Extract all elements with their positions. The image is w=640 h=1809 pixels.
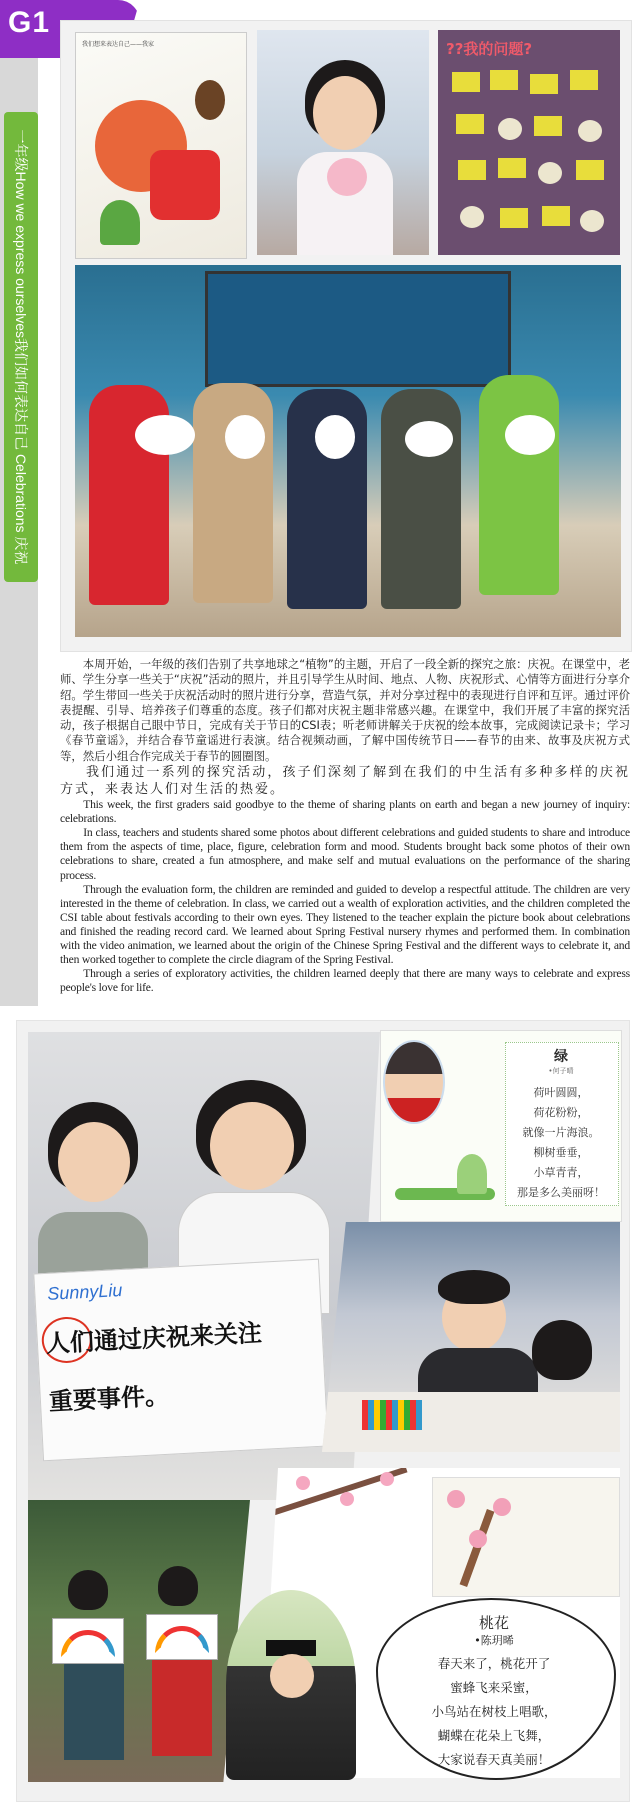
- paper-plate: [505, 415, 555, 455]
- boy-hair: [532, 1320, 592, 1380]
- rainbow-kids-photo: [28, 1500, 250, 1782]
- tree-drawing: [100, 200, 140, 245]
- board-title: ??我的问题?: [446, 40, 533, 58]
- question-board-photo: [438, 30, 620, 255]
- paper-leaf: [538, 162, 562, 184]
- paper-plate: [405, 421, 453, 457]
- sticky-note: [452, 72, 480, 92]
- poem-peach-line: 蜜蜂飞来采蜜，: [450, 1680, 538, 1695]
- graduation-boy-photo: [226, 1590, 356, 1780]
- sticky-note: [498, 158, 526, 178]
- tree-trunk: [460, 1509, 495, 1587]
- flower: [469, 1530, 487, 1548]
- paper-leaf: [460, 206, 484, 228]
- classroom-drawing-photo: [322, 1222, 620, 1452]
- peach-tree-drawing: [432, 1477, 620, 1597]
- student-green-coat: [479, 375, 559, 595]
- girl-face: [313, 76, 377, 150]
- sticky-note: [570, 70, 598, 90]
- poem-green-line: 荷叶圆圆，: [533, 1086, 589, 1099]
- girl2-face: [210, 1102, 294, 1190]
- sticky-note: [490, 70, 518, 90]
- poem-green-line: 小草青青，: [533, 1166, 589, 1179]
- unit-tab-label: 一年级How we express ourselves我们如何表达自己 Celebrations 庆祝: [13, 129, 29, 565]
- cn-emphasis-paragraph: 我们通过一系列的探究活动，孩子们深刻了解到在我们的中生活有多种多样的庆祝方式，来表达人们对生活的热爱。: [60, 765, 630, 798]
- flower: [493, 1498, 511, 1516]
- girl-hair: [158, 1566, 198, 1606]
- sticky-note: [542, 206, 570, 226]
- sticky-note: [530, 74, 558, 94]
- sign-line-2: 重要事件。: [48, 1381, 170, 1416]
- marker-set: [362, 1400, 422, 1430]
- sticky-note: [500, 208, 528, 228]
- willow-doodle: [457, 1154, 487, 1194]
- paper-leaf: [580, 210, 604, 232]
- doll-drawing: [195, 80, 225, 120]
- sign-name: SunnyLiu: [46, 1279, 123, 1304]
- poem-green-portrait: [383, 1040, 445, 1124]
- poem-peach-author: •陈玥晞: [474, 1634, 514, 1647]
- poem-green-line: 就像一片海浪。: [522, 1126, 600, 1139]
- girl1-face: [58, 1122, 130, 1202]
- creature-drawing: [150, 150, 220, 220]
- teacher-hair: [438, 1270, 510, 1304]
- grade-badge-label: G1: [8, 6, 51, 39]
- classroom-screen: [205, 271, 511, 387]
- student-beige-coat: [193, 383, 273, 603]
- drawing-header: 我们想来表达自己——我家: [82, 41, 155, 48]
- paper-leaf: [578, 120, 602, 142]
- blossom-doodle: [340, 1492, 354, 1506]
- five-students-photo: [75, 265, 621, 637]
- pink-bag: [327, 158, 367, 196]
- en-paragraph: Through the evaluation form, the children are reminded and guided to develop a respectful attitude. The children are very interested in the theme of celebration. In class, we carried out a wealth of exploration activities, and the children completed the CSI table about festivals according to their own eyes. They listened to the teacher explain the picture book about celebrations and finished the reading record card. We learned about Spring Festival nursery rhymes and performed them. In combination with the video animation, we learned about the origin of the Chinese Spring Festival and the different ways to celebrate it, and then worked together to complete the circle diagram of the Spring Festival.: [60, 882, 630, 967]
- poem-green-line: 那是多么美丽呀！: [517, 1186, 605, 1199]
- blossom-doodle: [296, 1476, 310, 1490]
- rainbow-card: [146, 1614, 218, 1660]
- article-body: [60, 657, 630, 995]
- paper-plate: [315, 415, 355, 459]
- sticky-note: [534, 116, 562, 136]
- girl-holding-leaf-photo: [257, 30, 429, 255]
- blossom-doodle: [380, 1472, 394, 1486]
- paper-plate: [135, 415, 195, 455]
- en-paragraph: Through a series of exploratory activities, the children learned deeply that there are many ways to celebrate and express people's love for life.: [60, 967, 630, 995]
- paper-leaf: [498, 118, 522, 140]
- poem-green-line: 柳树垂垂，: [533, 1146, 589, 1159]
- sticky-note: [576, 160, 604, 180]
- en-paragraph: In class, teachers and students shared some photos about different celebrations and guided students to share and introduce them from the aspects of time, place, figure, celebration form and mood. Students brought back some photos of their own celebrations to share, created a fun atmosphere, and make self and mutual evaluations on the performance of the sharing process.: [60, 826, 630, 882]
- sign-line-1: 人们通过庆祝来关注: [45, 1318, 263, 1359]
- boy-face: [270, 1654, 314, 1698]
- boy-coat: [64, 1650, 124, 1760]
- poem-peach-line: 大家说春天真美丽！: [437, 1752, 551, 1767]
- poem-green-doodle: [395, 1150, 495, 1210]
- poem-peach-line: 春天来了，桃花开了: [437, 1656, 551, 1671]
- celebration-sign: [33, 1259, 328, 1462]
- poem-peach-line: 小鸟站在树枝上唱歌，: [431, 1704, 557, 1719]
- poem-green-author: •何子晴: [548, 1067, 574, 1075]
- sticky-note: [456, 114, 484, 134]
- girl-coat: [152, 1646, 212, 1756]
- flower: [447, 1490, 465, 1508]
- sticky-note: [458, 160, 486, 180]
- poem-green-title: 绿: [554, 1049, 568, 1065]
- rainbow-card: [52, 1618, 124, 1664]
- poem-green-line: 荷花粉粉，: [533, 1106, 589, 1119]
- poem-peach-title: 桃花: [478, 1614, 509, 1632]
- poem-peach-line: 蝴蝶在花朵上飞舞，: [437, 1728, 551, 1743]
- en-paragraph: This week, the first graders said goodbye to the theme of sharing plants on earth and began a new journey of inquiry: celebrations.: [60, 798, 630, 826]
- paper-plate: [225, 415, 265, 459]
- boy-hair: [68, 1570, 108, 1610]
- cn-paragraph: 本周开始，一年级的孩们告别了共享地球之“植物”的主题，开启了一段全新的探究之旅：庆祝。在课堂中，老师、学生分享一些关于“庆祝”活动的照片，并且引导学生从时间、地点、人物、庆祝形式、心情等方面进行分享介绍。学生带回一些关于庆祝活动时的照片进行分享，营造气氛，并对分享过程中的表现进行自评和互评。通过评价表提醒、引导、培养孩子们尊重的态度。孩子们都对庆祝主题非常感兴趣。在课堂中，我们开展了丰富的探究活动，孩子根据自己眼中节日，完成有关于节日的CSI表；听老师讲解关于庆祝的绘本故事，完成阅读记录卡；学习《春节童谣》，并结合春节童谣进行表演。结合视频动画，了解中国传统节日——春节的由来、故事及庆祝方式等，然后小组合作完成关于春节的圆圈图。: [60, 657, 630, 763]
